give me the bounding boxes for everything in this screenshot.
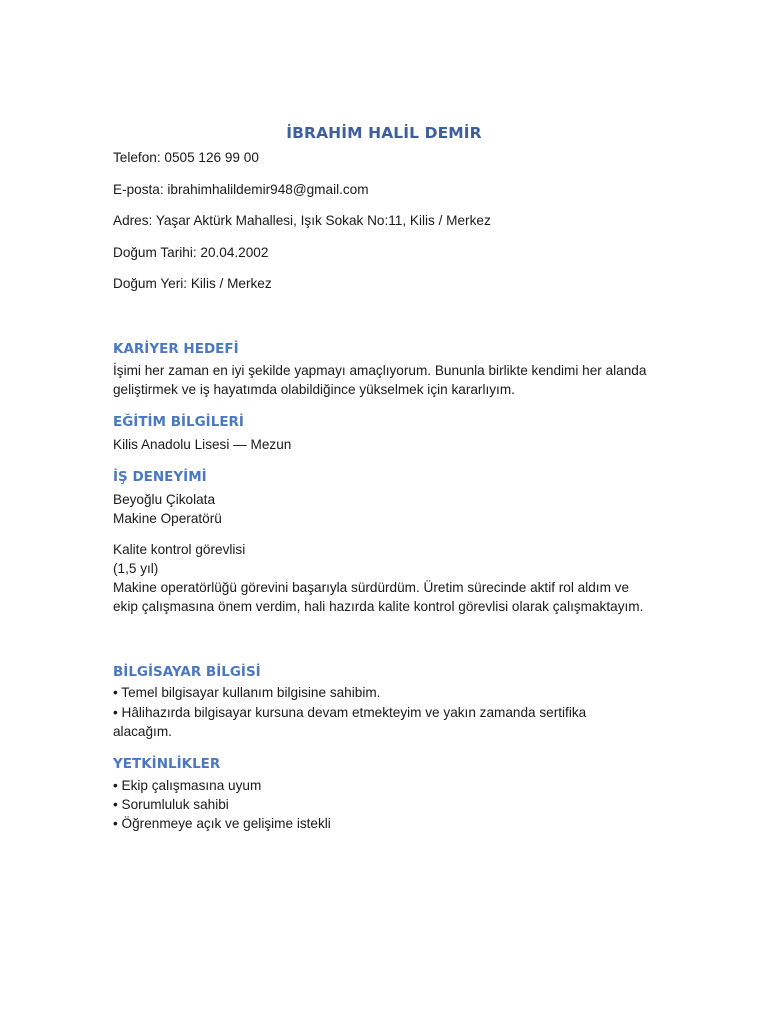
career-text-line: geliştirmek ve iş hayatımda olabildiğince yükselmek için kararlıyım. <box>113 382 515 397</box>
computer-line: • Temel bilgisayar kullanım bilgisine sahibim. <box>113 685 381 700</box>
person-name: İBRAHİM HALİL DEMİR <box>286 124 482 142</box>
birth-place-line: Doğum Yeri: Kilis / Merkez <box>113 276 272 291</box>
experience-duration: (1,5 yıl) <box>113 561 159 576</box>
skill-item: • Ekip çalışmasına uyum <box>113 778 262 793</box>
computer-heading: BİLGİSAYAR BİLGİSİ <box>113 664 261 680</box>
education-line: Kilis Anadolu Lisesi — Mezun <box>113 437 292 452</box>
experience-title: Makine Operatörü <box>113 511 222 526</box>
birth-date-line: Doğum Tarihi: 20.04.2002 <box>113 245 269 260</box>
computer-line: • Hâlihazırda bilgisayar kursuna devam etmekteyim ve yakın zamanda sertifika <box>113 705 587 720</box>
phone-line: Telefon: 0505 126 99 00 <box>113 150 259 165</box>
experience-description-line: ekip çalışmasına önem verdim, hali hazırda kalite kontrol görevlisi olarak çalışmaktayım. <box>113 599 644 614</box>
career-heading: KARİYER HEDEFİ <box>113 341 239 357</box>
skill-item: • Öğrenmeye açık ve gelişime istekli <box>113 816 331 831</box>
experience-company: Beyoğlu Çikolata <box>113 492 216 507</box>
address-line: Adres: Yaşar Aktürk Mahallesi, Işık Sokak No:11, Kilis / Merkez <box>113 213 491 228</box>
career-text-line: İşimi her zaman en iyi şekilde yapmayı amaçlıyorum. Bununla birlikte kendimi her alanda <box>113 363 647 378</box>
skill-item: • Sorumluluk sahibi <box>113 797 229 812</box>
skills-heading: YETKİNLİKLER <box>113 756 221 772</box>
experience-role: Kalite kontrol görevlisi <box>113 542 246 557</box>
email-line: E-posta: ibrahimhalildemir948@gmail.com <box>113 182 369 197</box>
experience-heading: İŞ DENEYİMİ <box>113 469 207 485</box>
computer-line: alacağım. <box>113 724 172 739</box>
education-heading: EĞİTİM BİLGİLERİ <box>113 414 244 430</box>
experience-description-line: Makine operatörlüğü görevini başarıyla sürdürdüm. Üretim sürecinde aktif rol aldım ve <box>113 580 630 595</box>
